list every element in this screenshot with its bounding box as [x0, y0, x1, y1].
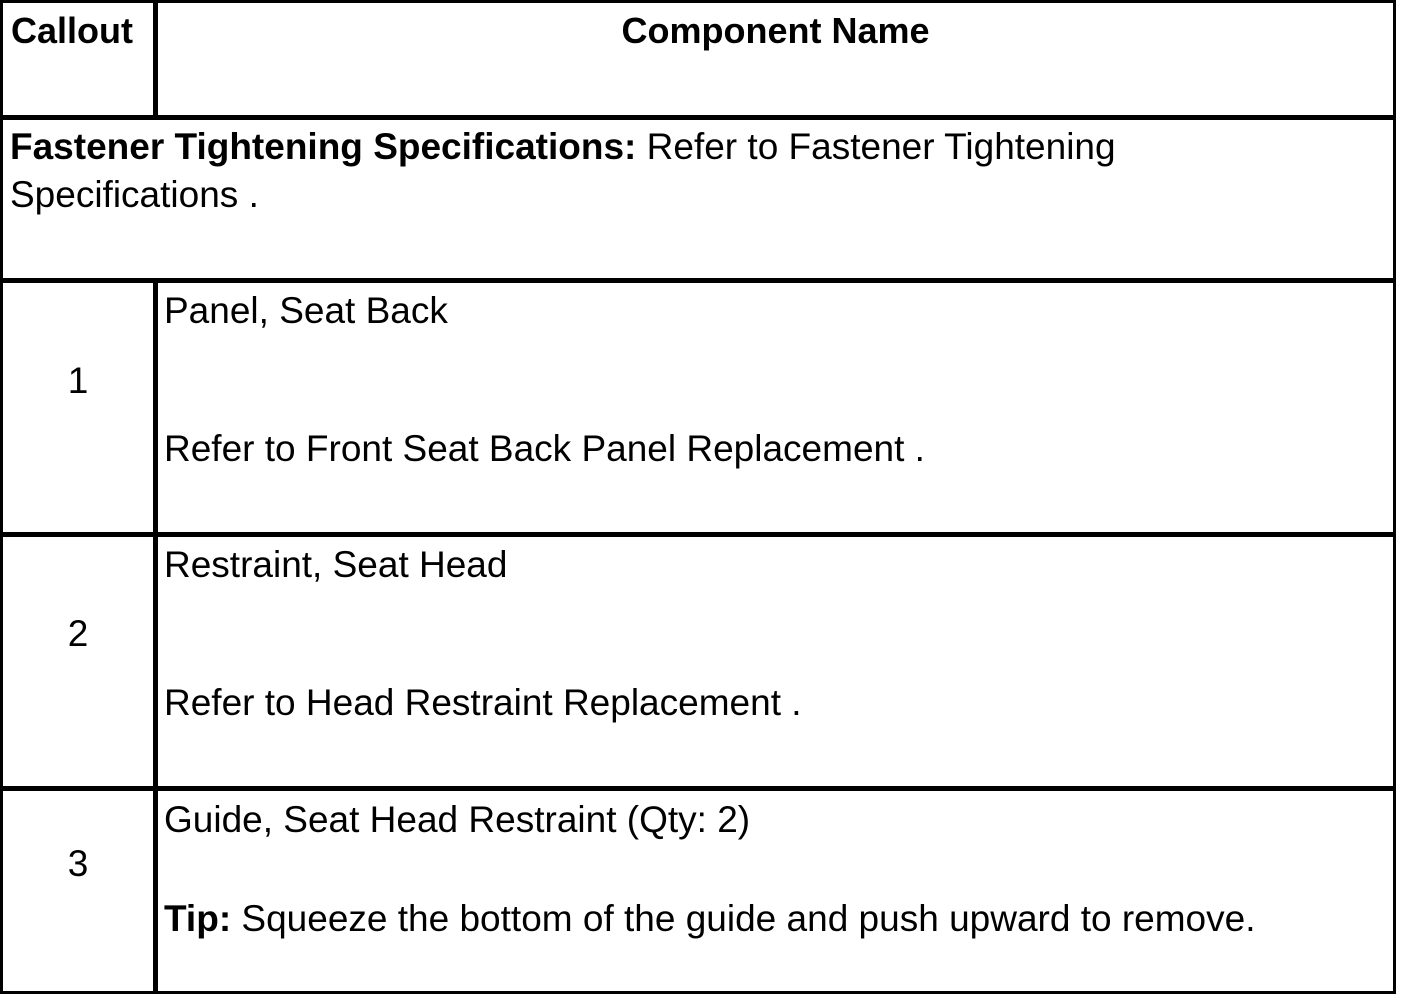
component-reference-link[interactable]: Refer to Head Restraint Replacement . [164, 682, 802, 723]
row-divider [3, 532, 1393, 537]
component-name: Restraint, Seat Head [164, 544, 508, 585]
tip-text: Squeeze the bottom of the guide and push upward to remove. [231, 898, 1256, 939]
fastener-spec-label: Fastener Tightening Specifications: [10, 126, 637, 167]
row-divider [3, 278, 1393, 283]
component-reference-link[interactable]: Refer to Front Seat Back Panel Replacement . [164, 428, 925, 469]
component-name-header: Component Name [621, 10, 930, 51]
fastener-spec-text: Refer to Fastener Tightening Specifications . [10, 126, 1116, 215]
component-name: Panel, Seat Back [164, 290, 448, 331]
fastener-spec-note [10, 123, 1250, 219]
tip-label: Tip: [164, 898, 232, 939]
row-divider [3, 786, 1393, 791]
callout-number: 3 [67, 843, 89, 884]
component-name: Guide, Seat Head Restraint (Qty: 2) [164, 799, 751, 840]
tip-note [164, 895, 1389, 943]
row-divider [3, 115, 1393, 120]
callout-header: Callout [11, 10, 133, 51]
callout-number: 1 [67, 360, 89, 401]
column-divider [153, 278, 158, 994]
callout-number: 2 [67, 613, 89, 654]
